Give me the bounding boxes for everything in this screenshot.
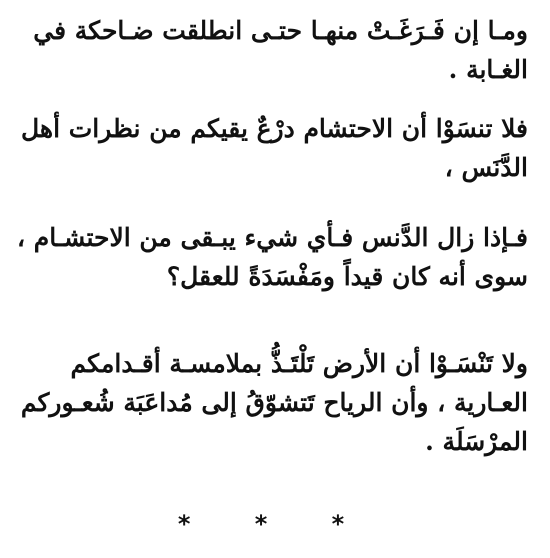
text-line: الدَّنَس ، [444,153,528,182]
text-line: الغـابة . [448,55,528,84]
paragraph-2 [18,109,528,187]
text-line: ومـا إن فَـرَغَـتْ منهـا حتـى انطلقت ضـاحكة في [33,16,528,45]
text-line: سوى أنه كان قيداً ومَفْسَدَةً للعقل؟ [166,262,528,291]
text-line: العـارية ، وأن الرياح تَتشوّقُ إلى مُداعَبَة شُعـوركم [20,388,528,417]
paragraph-4 [18,344,528,461]
section-separator: * * * [177,510,373,538]
text-line: ولا تَنْسَـوْا أن الأرض تَلْتَـذُّ بملامسـة أقـدامكم [70,349,528,378]
text-line: المرْسَلَة . [425,427,528,456]
text-line: فلا تنسَوْا أن الاحتشام درْعٌ يقيكم من نظرات أهل [20,114,528,143]
text-line: فـإذا زال الدَّنس فـأي شيء يبـقى من الاحتشـام ، [16,223,528,252]
paragraph-1 [18,11,528,89]
paragraph-3 [18,218,528,296]
